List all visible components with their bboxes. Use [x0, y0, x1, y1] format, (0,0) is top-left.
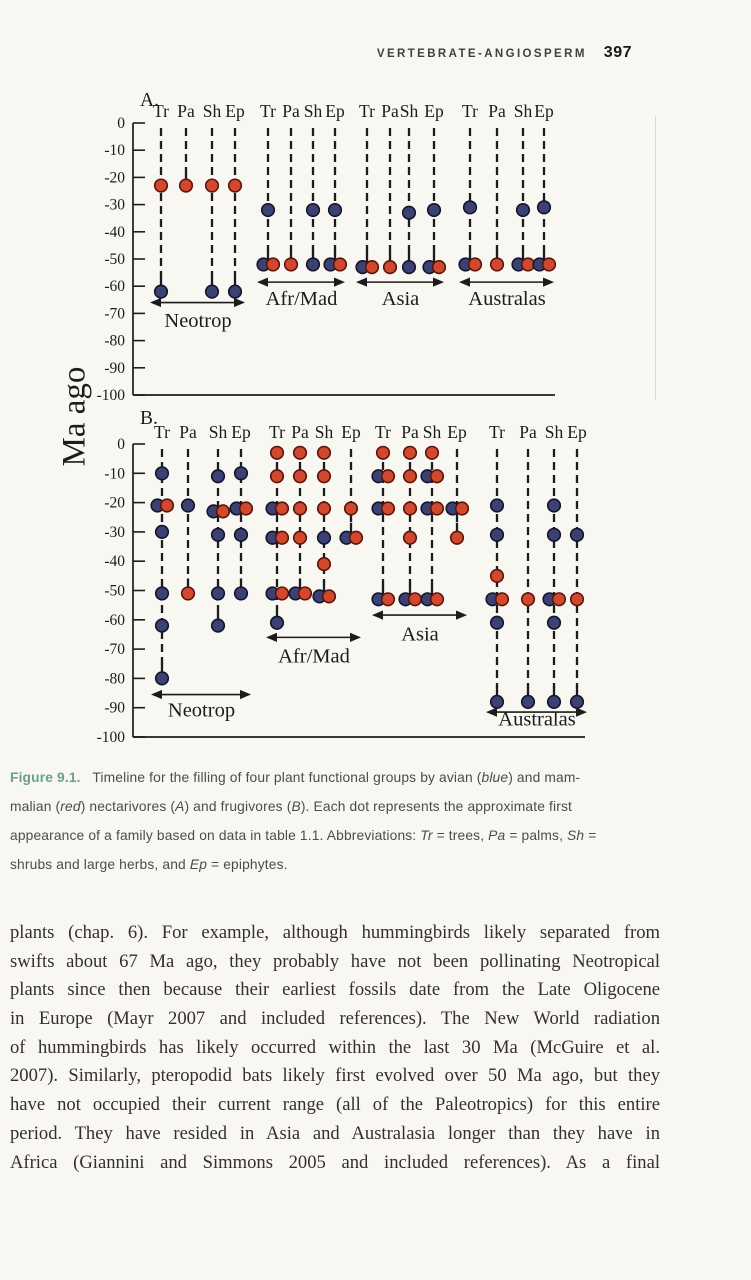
data-point-red [469, 258, 482, 271]
data-point-blue [318, 531, 331, 544]
data-point-red [553, 593, 566, 606]
column-label: Pa [401, 422, 419, 442]
column-label: Pa [488, 101, 506, 121]
data-point-blue [182, 499, 195, 512]
column-label: Sh [314, 422, 334, 442]
data-point-red [382, 502, 395, 515]
column-label: Sh [544, 422, 564, 442]
y-axis-tick-label: -80 [104, 670, 125, 688]
data-point-blue [229, 285, 242, 298]
arrowhead-right [543, 278, 554, 287]
data-point-blue [156, 526, 169, 539]
column-label: Ep [231, 422, 251, 442]
data-point-red [522, 593, 535, 606]
caption-segment: ) and frugivores ( [184, 799, 292, 814]
data-point-red [496, 593, 509, 606]
caption-line [10, 792, 710, 821]
y-axis-tick-label: -100 [96, 387, 125, 404]
arrowhead-left [257, 278, 268, 287]
data-point-blue [156, 619, 169, 632]
panel-label: A. [140, 90, 159, 111]
caption-segment: shrubs and large herbs, and [10, 857, 190, 872]
caption-segment: Ep [189, 857, 208, 872]
column-label: Pa [179, 422, 197, 442]
data-point-red [431, 470, 444, 483]
body-line: in Europe (Mayr 2007 and included references). The New World radiation [10, 1008, 660, 1030]
column-label: Tr [375, 422, 391, 442]
arrowhead-left [372, 611, 383, 620]
y-axis-tick-label: -40 [104, 223, 125, 241]
data-point-blue [262, 204, 275, 217]
y-axis-tick-label: 0 [117, 436, 125, 453]
y-axis-tick-label: -100 [96, 729, 125, 746]
data-point-red [229, 179, 242, 192]
data-point-red [451, 531, 464, 544]
group-label: Asia [401, 623, 439, 646]
body-line: 2007). Similarly, pteropodid bats likely first evolved over 50 Ma ago, but they [10, 1065, 660, 1087]
column-label: Ep [341, 422, 361, 442]
data-point-red [276, 502, 289, 515]
y-axis-tick-label: 0 [117, 115, 125, 132]
data-point-red [571, 593, 584, 606]
page-number: 397 [603, 44, 632, 61]
data-point-blue [517, 204, 530, 217]
data-point-red [431, 502, 444, 515]
y-axis-tick-label: -20 [104, 494, 125, 512]
arrowhead-left [459, 278, 470, 287]
column-label: Ep [225, 101, 245, 121]
caption-segment: A [175, 799, 185, 814]
data-point-blue [548, 616, 561, 629]
data-point-red [384, 261, 397, 274]
caption-line [10, 850, 710, 879]
column-label: Tr [462, 101, 478, 121]
data-point-red [182, 587, 195, 600]
data-point-blue [307, 204, 320, 217]
y-axis-tick-label: -70 [104, 305, 125, 323]
data-point-red [318, 558, 331, 571]
arrowhead-right [350, 633, 361, 642]
body-line: swifts about 67 Ma ago, they probably have not been pollinating Neotropical [10, 950, 660, 972]
y-axis-tick-label: -30 [104, 523, 125, 541]
data-point-red [345, 502, 358, 515]
data-point-blue [206, 285, 219, 298]
body-line: plants (chap. 6). For example, although hummingbirds likely separated from [10, 922, 660, 943]
data-point-red [240, 502, 253, 515]
arrowhead-left [486, 707, 497, 716]
y-axis-tick-label: -60 [104, 611, 125, 629]
y-axis-tick-label: -80 [104, 332, 125, 350]
column-label: Ep [447, 422, 467, 442]
y-axis-tick-label: -10 [104, 142, 125, 160]
group-label: Asia [381, 288, 420, 311]
column-label: Pa [177, 101, 195, 121]
caption-segment: Figure 9.1. [10, 770, 81, 785]
caption-segment: ). Each dot represents the approximate first [300, 799, 572, 814]
arrowhead-right [234, 298, 245, 307]
running-head [377, 44, 632, 62]
column-label: Ep [424, 101, 444, 121]
data-point-red [431, 593, 444, 606]
column-label: Sh [208, 422, 228, 442]
body-paragraph [10, 919, 660, 1177]
body-line: have not occupied their current range (all of the Paleotropics) for this entire [10, 1094, 660, 1116]
data-point-red [206, 179, 219, 192]
y-axis-tick-label: -50 [104, 582, 125, 600]
column-label: Tr [269, 422, 285, 442]
y-axis-tick-label: -90 [104, 359, 125, 377]
arrowhead-right [433, 278, 444, 287]
data-point-red [382, 593, 395, 606]
y-axis-tick-label: -70 [104, 641, 125, 659]
data-point-blue [548, 499, 561, 512]
body-line: Africa (Giannini and Simmons 2005 and included references). As a final [10, 1151, 660, 1173]
data-point-blue [571, 696, 584, 709]
running-title: VERTEBRATE-ANGIOSPERM [376, 48, 587, 60]
data-point-red [294, 502, 307, 515]
column-label: Sh [399, 101, 419, 121]
caption-segment: = [584, 828, 597, 843]
data-point-red [404, 531, 417, 544]
data-point-red [456, 502, 469, 515]
group-label: Neotrop [164, 310, 232, 332]
data-point-blue [548, 696, 561, 709]
data-point-red [404, 502, 417, 515]
data-point-red [276, 531, 289, 544]
data-point-red [382, 470, 395, 483]
arrowhead-left [266, 633, 277, 642]
arrowhead-left [151, 690, 162, 699]
caption-segment: B [291, 799, 301, 814]
data-point-red [318, 502, 331, 515]
data-point-red [276, 587, 289, 600]
y-axis-tick-label: -20 [104, 169, 125, 187]
data-point-blue [548, 529, 561, 542]
data-point-red [426, 446, 439, 459]
data-point-blue [538, 201, 551, 214]
column-label: Tr [153, 101, 169, 121]
caption-segment: blue [481, 770, 509, 785]
page-margin-line [655, 116, 656, 400]
caption-segment: Sh [567, 828, 585, 843]
panel-label: B. [140, 408, 158, 429]
data-point-blue [428, 204, 441, 217]
figure-caption [10, 763, 710, 879]
y-axis-tick-label: -90 [104, 699, 125, 717]
column-label: Sh [513, 101, 533, 121]
y-axis-tick-label: -60 [104, 278, 125, 296]
column-label: Pa [381, 101, 399, 121]
caption-segment: Tr [420, 828, 433, 843]
column-label: Sh [422, 422, 442, 442]
data-point-blue [491, 616, 504, 629]
timeline-chart-B [85, 406, 685, 751]
column-label: Tr [359, 101, 375, 121]
data-point-red [271, 446, 284, 459]
data-point-blue [571, 529, 584, 542]
arrowhead-right [576, 707, 587, 716]
caption-segment: Timeline for the filling of four plant functional groups by avian ( [80, 770, 482, 785]
caption-segment: appearance of a family based on data in table 1.1. Abbreviations: [10, 828, 421, 843]
data-point-blue [212, 587, 225, 600]
y-axis-label: Ma ago [56, 366, 93, 467]
data-point-blue [491, 499, 504, 512]
data-point-red [318, 470, 331, 483]
column-label: Pa [519, 422, 537, 442]
column-label: Tr [489, 422, 505, 442]
data-point-red [350, 531, 363, 544]
data-point-blue [156, 672, 169, 685]
data-point-blue [156, 467, 169, 480]
data-point-blue [155, 285, 168, 298]
body-line: of hummingbirds has likely occurred within the last 30 Ma (McGuire et al. [10, 1036, 660, 1058]
group-label: Australas [498, 708, 576, 731]
arrowhead-left [356, 278, 367, 287]
data-point-red [366, 261, 379, 274]
data-point-red [318, 446, 331, 459]
column-label: Tr [260, 101, 276, 121]
column-label: Ep [567, 422, 587, 442]
group-label: Afr/Mad [265, 288, 338, 311]
data-point-red [299, 587, 312, 600]
y-axis-tick-label: -40 [104, 553, 125, 571]
data-point-blue [329, 204, 342, 217]
data-point-red [409, 593, 422, 606]
data-point-blue [491, 696, 504, 709]
data-point-red [155, 179, 168, 192]
column-label: Ep [534, 101, 554, 121]
caption-segment: red [60, 799, 81, 814]
data-point-red [334, 258, 347, 271]
caption-segment: ) and mam- [508, 770, 581, 785]
caption-segment: = trees, [432, 828, 489, 843]
group-label: Neotrop [167, 699, 236, 722]
caption-segment: ) nectarivores ( [80, 799, 176, 814]
data-point-blue [271, 616, 284, 629]
data-point-red [267, 258, 280, 271]
column-label: Pa [282, 101, 300, 121]
arrowhead-right [334, 278, 345, 287]
data-point-red [285, 258, 298, 271]
caption-line [10, 821, 710, 850]
data-point-red [543, 258, 556, 271]
group-label: Afr/Mad [278, 645, 350, 668]
chart-panel-b [85, 406, 685, 756]
column-label: Sh [303, 101, 323, 121]
column-label: Pa [291, 422, 309, 442]
data-point-red [404, 470, 417, 483]
column-label: Tr [154, 422, 170, 442]
column-label: Sh [202, 101, 222, 121]
data-point-blue [522, 696, 535, 709]
arrowhead-right [456, 611, 467, 620]
data-point-red [404, 446, 417, 459]
y-axis-tick-label: -10 [104, 465, 125, 483]
data-point-blue [403, 261, 416, 274]
data-point-blue [491, 529, 504, 542]
data-point-blue [156, 587, 169, 600]
data-point-red [323, 590, 336, 603]
caption-segment: = palms, [505, 828, 568, 843]
chart-panel-a [85, 90, 685, 425]
timeline-chart-A [85, 90, 685, 420]
arrowhead-left [150, 298, 161, 307]
data-point-blue [212, 470, 225, 483]
data-point-blue [212, 529, 225, 542]
data-point-blue [403, 206, 416, 219]
y-axis-tick-label: -50 [104, 251, 125, 268]
data-point-red [271, 470, 284, 483]
body-line: period. They have resided in Asia and Australasia longer than they have in [10, 1122, 660, 1144]
data-point-red [217, 505, 230, 518]
arrowhead-right [240, 690, 251, 699]
data-point-red [491, 570, 504, 583]
data-point-red [161, 499, 174, 512]
data-point-blue [235, 467, 248, 480]
body-line: plants since then because their earliest fossils date from the Late Oligocene [10, 979, 660, 1001]
data-point-blue [212, 619, 225, 632]
data-point-red [377, 446, 390, 459]
caption-line [10, 763, 710, 792]
group-label: Australas [468, 288, 546, 311]
caption-segment: malian ( [10, 799, 61, 814]
data-point-red [294, 446, 307, 459]
caption-segment: = epiphytes. [207, 857, 288, 872]
y-axis-tick-label: -30 [104, 196, 125, 214]
data-point-red [491, 258, 504, 271]
data-point-red [294, 531, 307, 544]
data-point-red [294, 470, 307, 483]
data-point-blue [235, 529, 248, 542]
data-point-blue [307, 258, 320, 271]
caption-segment: Pa [488, 828, 506, 843]
data-point-blue [464, 201, 477, 214]
data-point-red [180, 179, 193, 192]
data-point-blue [235, 587, 248, 600]
column-label: Ep [325, 101, 345, 121]
data-point-red [433, 261, 446, 274]
